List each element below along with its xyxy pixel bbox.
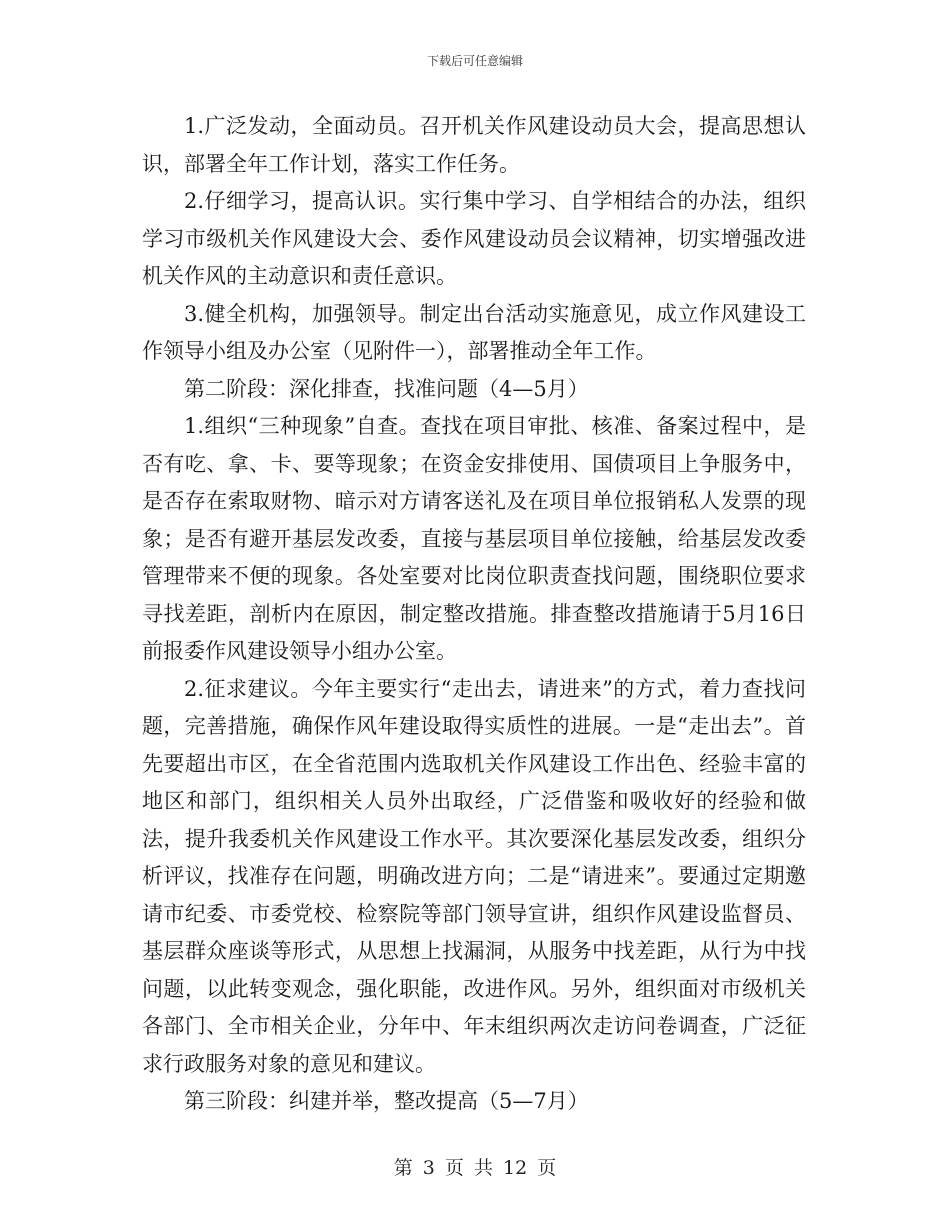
section-heading-stage-three: 第三阶段：纠建并举，整改提高（5—7月） (184, 1089, 589, 1113)
paragraph-suggestions: 2.征求建议。今年主要实行“走出去，请进来”的方式，着力查找问题，完善措施，确保作风年建设取得实质性的进展。一是“走出去”。首先要超出市区，在全省范围内选取机关作风建设工作出色、经验丰富的地区和部门，组织相关人员外出取经，广泛借鉴和吸收好的经验和做法，提升我委机关作风建设工作水平。其次要深化基层发改委，组织分析评议，找准存在问题，明确改进方向；二是“请进来”。要通过定期邀请市纪委、市委党校、检察院等部门领导宣讲，组织作风建设监督员、基层群众座谈等形式，从思想上找漏洞，从服务中找差距，从行为中找问题，以此转变观念，强化职能，改进作风。另外，组织面对市级机关各部门、全市相关企业，分年中、年末组织两次走访问卷调查，广泛征求行政服务对象的意见和建议。 (142, 676, 806, 1076)
paragraph-organization: 3.健全机构，加强领导。制定出台活动实施意见，成立作风建设工作领导小组及办公室（见附件一），部署推动全年工作。 (142, 301, 806, 363)
paragraph-study: 2.仔细学习，提高认识。实行集中学习、自学相结合的办法，组织学习市级机关作风建设大会、委作风建设动员会议精神，切实增强改进机关作风的主动意识和责任意识。 (142, 189, 806, 288)
paragraph-self-inspection: 1.组织“三种现象”自查。查找在项目审批、核准、备案过程中，是否有吃、拿、卡、要等现象；在资金安排使用、国债项目上争服务中，是否存在索取财物、暗示对方请客送礼及在项目单位报销私人发票的现象；是否有避开基层发改委，直接与基层项目单位接触，给基层发改委管理带来不便的现象。各处室要对比岗位职责查找问题，围绕职位要求寻找差距，剖析内在原因，制定整改措施。排查整改措施请于5月16日前报委作风建设领导小组办公室。 (142, 414, 806, 663)
page-header: 下载后可任意编辑 (426, 54, 523, 68)
paragraph-mobilization: 1.广泛发动，全面动员。召开机关作风建设动员大会，提高思想认识，部署全年工作计划，落实工作任务。 (142, 114, 806, 176)
section-heading-stage-two: 第二阶段：深化排查，找准问题（4—5月） (184, 376, 589, 401)
document-body (142, 108, 806, 1121)
page-number-footer: 第 3 页 共 12 页 (393, 1157, 557, 1179)
